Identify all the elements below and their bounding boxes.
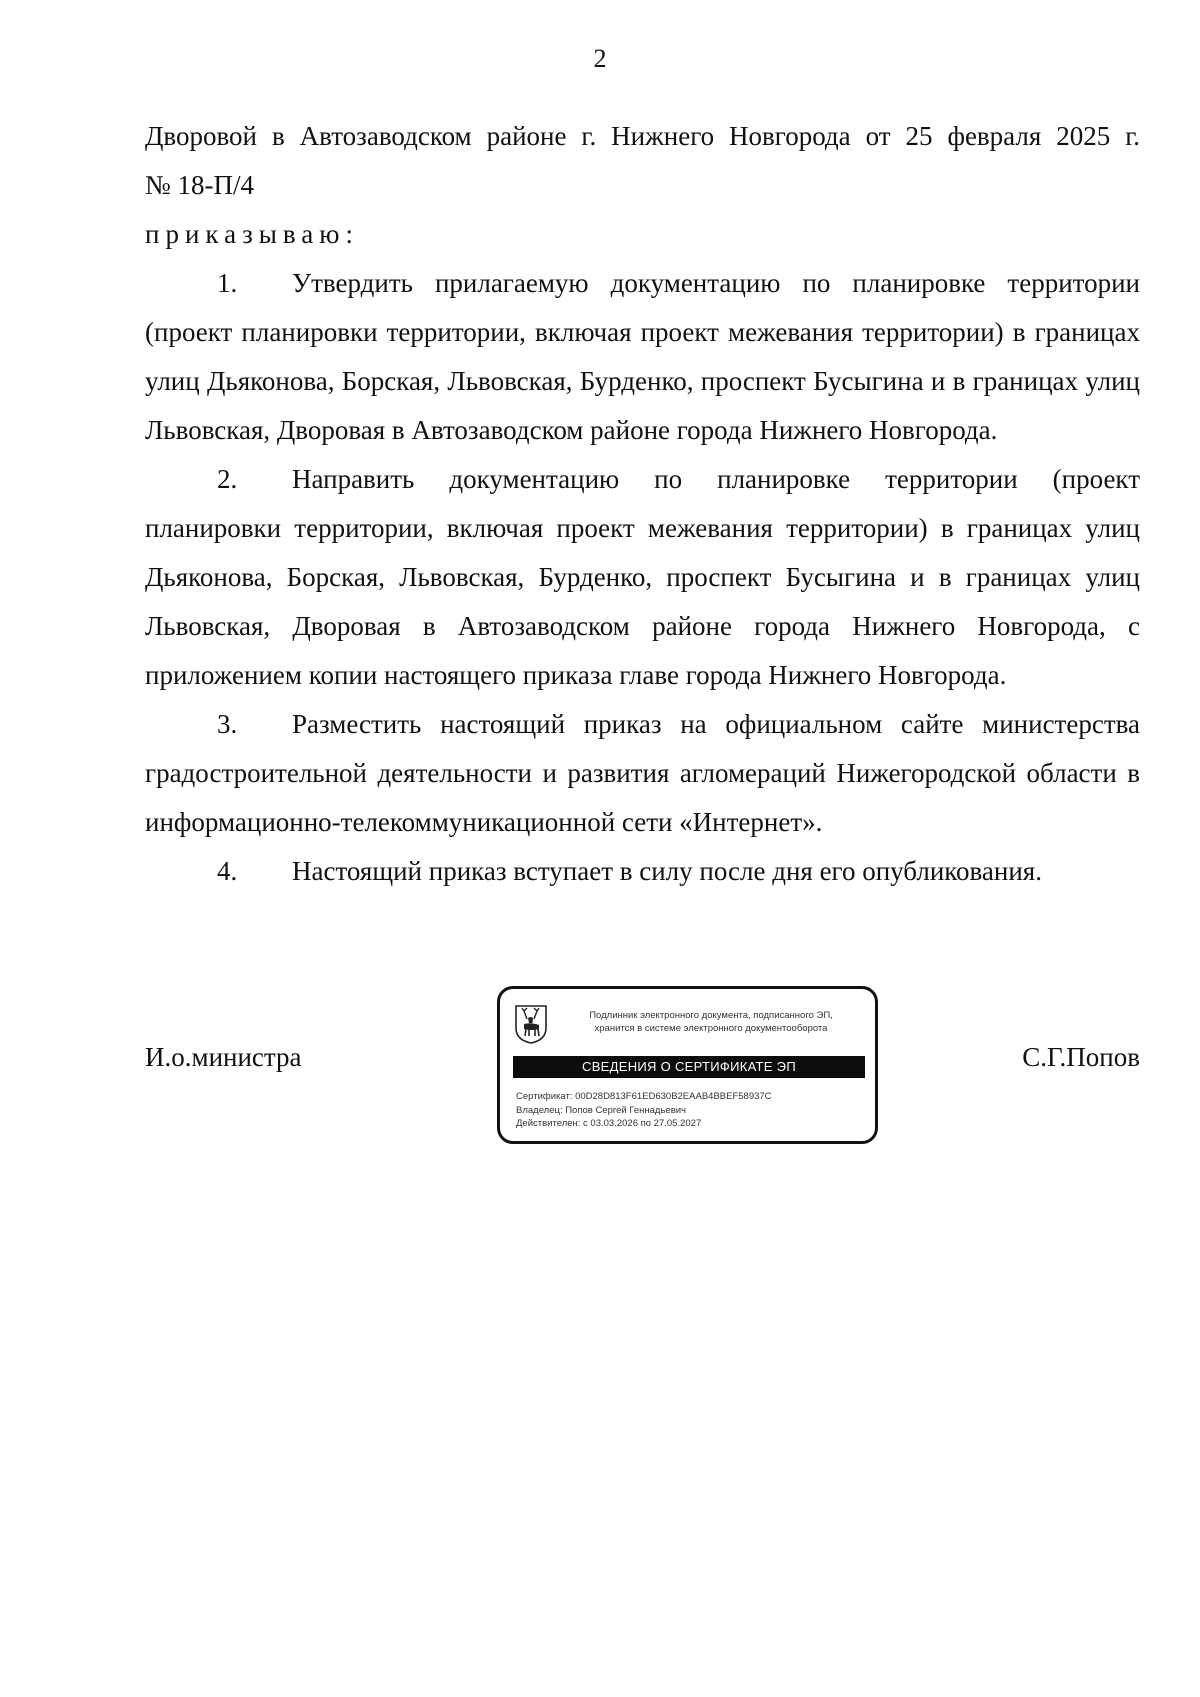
electronic-signature-stamp xyxy=(497,986,878,1144)
order-item-number: 3. xyxy=(217,709,238,739)
certificate-info-title: СВЕДЕНИЯ О СЕРТИФИКАТЕ ЭП xyxy=(513,1056,865,1078)
page-number: 2 xyxy=(593,44,607,73)
certificate-number: Сертификат: 00D28D813F61ED630B2EAAB4BBEF58937C xyxy=(516,1091,772,1102)
intro-line-2: № 18-П/4 xyxy=(145,170,255,200)
nizhny-novgorod-deer-emblem-icon xyxy=(514,1004,548,1044)
order-item-text: Утвердить прилагаемую документацию по планировке территории (проект планировки территории, включая проект межевания территории) в границах улиц Дьяконова, Борская, Львовская, Бурденко, проспект Бусыгина и в границах улиц Львовская, Дворовая в Автозаводском районе города Нижнего Новгорода. xyxy=(145,268,1140,445)
order-item-text: Направить документацию по планировке территории (проект планировки территории, включая проект межевания территории) в границах улиц Дьяконова, Борская, Львовская, Бурденко, проспект Бусыгина и в границах улиц Львовская, Дворовая в Автозаводском районе города Нижнего Новгорода, с приложением копии настоящего приказа главе города Нижнего Новгорода. xyxy=(145,464,1140,690)
order-item-1 xyxy=(145,259,1140,455)
document-body xyxy=(145,112,1140,896)
order-word: приказываю: xyxy=(145,219,359,249)
stamp-header-line-2: хранится в системе электронного документооборота xyxy=(594,1023,828,1034)
order-item-3 xyxy=(145,700,1140,847)
stamp-header xyxy=(552,1009,870,1035)
signatory-name: С.Г.Попов xyxy=(1022,1042,1140,1072)
stamp-header-line-1: Подлинник электронного документа, подписанного ЭП, xyxy=(589,1010,833,1021)
intro-line-1: Дворовой в Автозаводском районе г. Нижнего Новгорода от 25 февраля 2025 г. xyxy=(145,121,1140,151)
order-item-number: 1. xyxy=(217,268,238,298)
order-item-text: Настоящий приказ вступает в силу после дня его опубликования. xyxy=(292,856,1042,886)
certificate-validity: Действителен: с 03.03.2026 по 27.05.2027 xyxy=(516,1118,702,1129)
signatory-position: И.о.министра xyxy=(145,1042,302,1072)
order-item-number: 2. xyxy=(217,464,238,494)
order-item-text: Разместить настоящий приказ на официальном сайте министерства градостроительной деятельности и развития агломераций Нижегородской области в информационно-телекоммуникационной сети «Интернет». xyxy=(145,709,1140,837)
order-item-4 xyxy=(145,847,1140,896)
certificate-details xyxy=(516,1090,868,1131)
order-item-2 xyxy=(145,455,1140,700)
order-item-number: 4. xyxy=(217,856,238,886)
certificate-owner: Владелец: Попов Сергей Геннадьевич xyxy=(516,1104,687,1116)
